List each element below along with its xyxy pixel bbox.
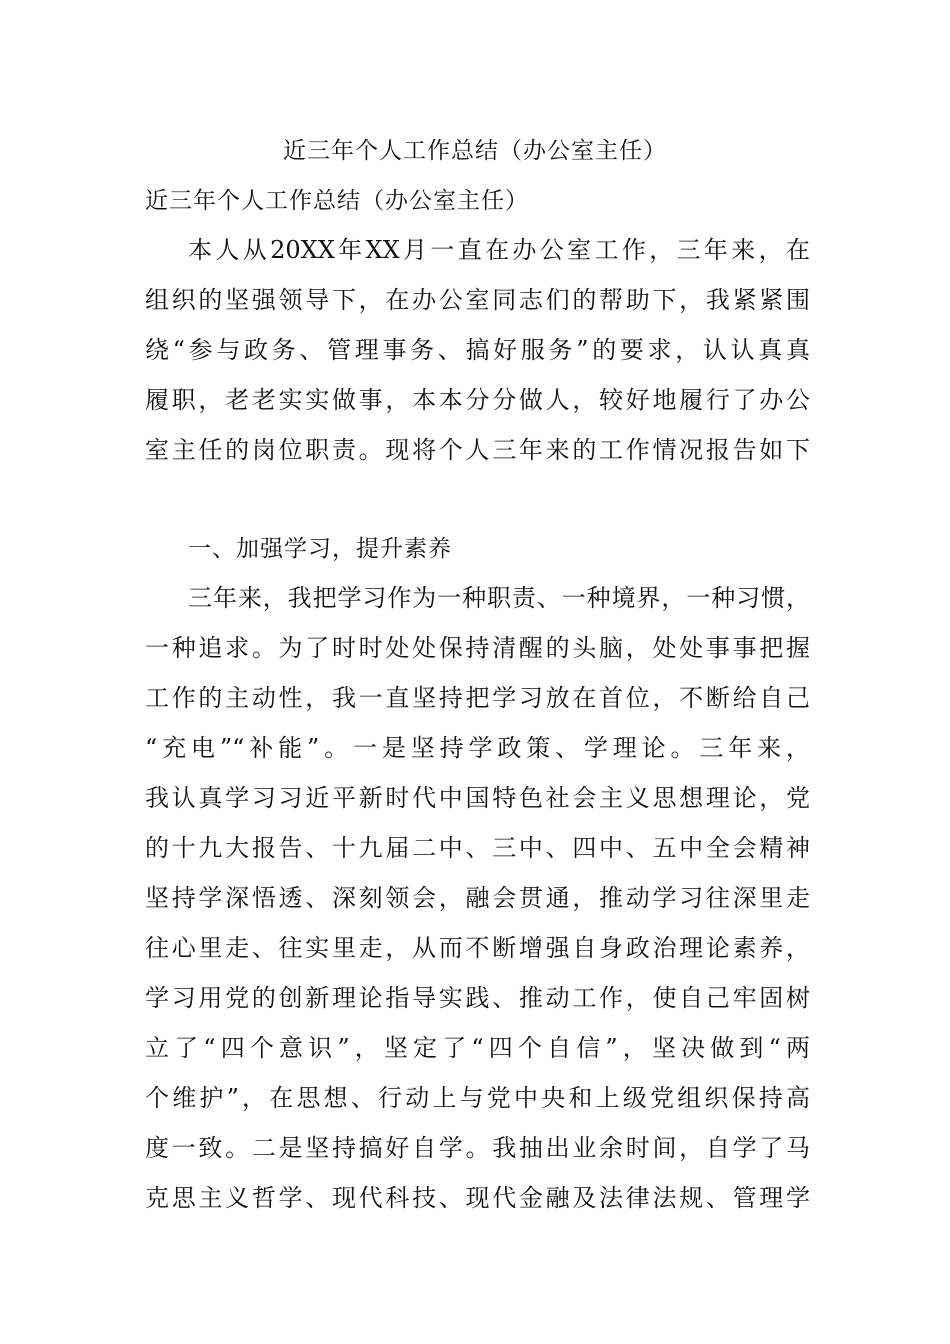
intro-line: 本人从20XX年XX月一直在办公室工作，三年来，在 xyxy=(188,236,810,264)
body-line: 学习用党的创新理论指导实践、推动工作，使自己牢固树 xyxy=(145,984,810,1012)
body-line: 我认真学习习近平新时代中国特色社会主义思想理论，党 xyxy=(145,784,810,812)
intro-line: 绕“参与政务、管理事务、搞好服务”的要求，认认真真 xyxy=(145,336,810,364)
body-line: 一种追求。为了时时处处保持清醒的头脑，处处事事把握 xyxy=(145,634,810,662)
body-line: “充电”“补能”。一是坚持学政策、学理论。三年来， xyxy=(145,734,810,762)
body-line: 克思主义哲学、现代科技、现代金融及法律法规、管理学 xyxy=(145,1184,810,1212)
document-subtitle: 近三年个人工作总结（办公室主任） xyxy=(145,188,529,214)
body-line: 三年来，我把学习作为一种职责、一种境界，一种习惯， xyxy=(188,584,810,612)
body-line: 立了“四个意识”，坚定了“四个自信”，坚决做到“两 xyxy=(145,1034,810,1062)
body-line: 度一致。二是坚持搞好自学。我抽出业余时间，自学了马 xyxy=(145,1134,810,1162)
intro-line: 履职，老老实实做事，本本分分做人，较好地履行了办公 xyxy=(145,386,810,414)
body-line: 个维护”，在思想、行动上与党中央和上级党组织保持高 xyxy=(145,1084,810,1112)
body-line: 坚持学深悟透、深刻领会，融会贯通，推动学习往深里走 xyxy=(145,884,810,912)
body-line: 往心里走、往实里走，从而不断增强自身政治理论素养， xyxy=(145,934,810,962)
document-title: 近三年个人工作总结（办公室主任） xyxy=(283,138,667,164)
body-line: 的十九大报告、十九届二中、三中、四中、五中全会精神 xyxy=(145,834,810,862)
intro-line: 室主任的岗位职责。现将个人三年来的工作情况报告如下 xyxy=(145,436,810,464)
section-heading: 一、加强学习，提升素养 xyxy=(188,536,452,562)
intro-line: 组织的坚强领导下，在办公室同志们的帮助下，我紧紧围 xyxy=(145,286,810,314)
body-line: 工作的主动性，我一直坚持把学习放在首位，不断给自己 xyxy=(145,684,810,712)
